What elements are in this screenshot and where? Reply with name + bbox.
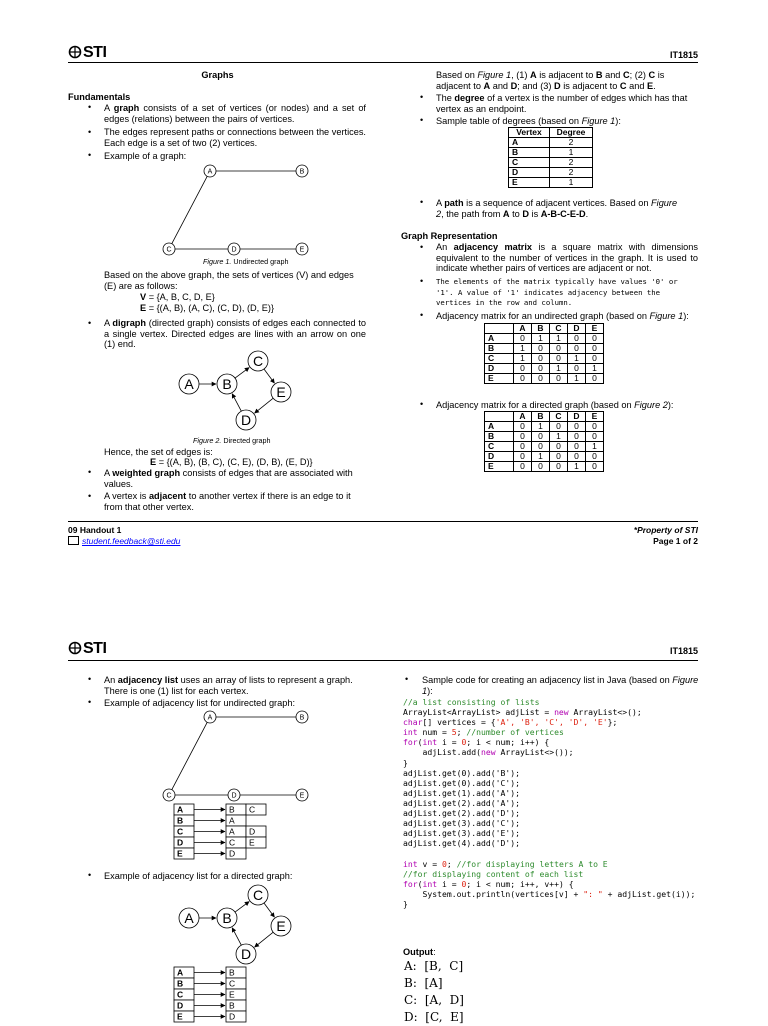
- table-row: [509, 168, 593, 178]
- table-row-header: D: [485, 452, 514, 462]
- list-item-label: A: [229, 826, 235, 837]
- bullet: •: [88, 127, 92, 137]
- graph-node-label: B: [299, 168, 305, 176]
- table-cell: 1: [532, 334, 550, 344]
- bullet: •: [88, 102, 92, 112]
- adjacency-matrix-undirected: [484, 323, 604, 384]
- list-head-label: C: [177, 989, 184, 1000]
- graph-node-label: E: [276, 918, 286, 934]
- table-cell: 1: [568, 462, 586, 472]
- table-cell: 1: [568, 354, 586, 364]
- bullet: •: [88, 870, 92, 880]
- graph-arrow: [232, 394, 241, 411]
- weighted-graph-definition: A weighted graph consists of edges that are associated with values.: [104, 468, 353, 489]
- table-cell: 0: [514, 442, 532, 452]
- table-row-header: B: [485, 432, 514, 442]
- table-row: [485, 452, 604, 462]
- sample-code-label: Sample code for creating an adjacency list in Java (based on Figure 1):: [422, 675, 699, 696]
- table-cell: 0: [586, 422, 604, 432]
- graph-node-label: D: [231, 792, 237, 800]
- list-item-label: C: [249, 804, 256, 815]
- graph-node-label: E: [299, 246, 305, 254]
- page-2: [0, 630, 768, 1024]
- table-row: [485, 354, 604, 364]
- adjacency-list-definition: An adjacency list uses an array of lists to represent a graph. There is one (1) list for each vertex.: [104, 675, 353, 696]
- table-row-header: E: [485, 462, 514, 472]
- table-cell: 1: [550, 364, 568, 374]
- list-item-label: E: [229, 989, 235, 1000]
- list-head-label: E: [177, 1011, 183, 1022]
- hence-text: Hence, the set of edges is:: [104, 447, 213, 457]
- graph-arrow: [235, 902, 249, 912]
- table-cell: 1: [532, 452, 550, 462]
- table-cell: 0: [568, 452, 586, 462]
- table-header-cell: A: [514, 324, 532, 334]
- matrix-values-note: The elements of the matrix typically have values '0' or '1'. A value of '1' indicates adjacency between the vertices in the row and column.: [436, 277, 678, 308]
- graph-node-label: B: [299, 714, 305, 722]
- list-head-label: B: [177, 978, 184, 989]
- table-row-header: D: [509, 168, 550, 178]
- table-cell: 0: [550, 442, 568, 452]
- table-cell: 0: [514, 374, 532, 384]
- table-cell: 0: [586, 344, 604, 354]
- table-cell: 1: [514, 354, 532, 364]
- graph-arrow: [255, 398, 274, 413]
- table-cell: 0: [550, 374, 568, 384]
- graph-node-label: C: [252, 353, 264, 369]
- table-header-cell: E: [586, 324, 604, 334]
- table-row: [485, 422, 604, 432]
- undirected-matrix-label: Adjacency matrix for an undirected graph (based on Figure 1):: [436, 311, 689, 321]
- list-item-label: D: [229, 1011, 236, 1022]
- table-cell: 1: [550, 432, 568, 442]
- table-row-header: D: [485, 364, 514, 374]
- table-cell: 1: [532, 422, 550, 432]
- table-cell: 0: [550, 462, 568, 472]
- graph-node-label: A: [184, 376, 194, 392]
- table-cell: 0: [568, 442, 586, 452]
- table-row: [509, 138, 593, 148]
- adjacency-explanation-line1: Based on Figure 1, (1) A is adjacent to B and C; (2) C is: [436, 70, 665, 80]
- header-rule: [68, 660, 698, 661]
- adjacency-matrix-definition: An adjacency matrix is a square matrix with dimensions equivalent to the number of vertices in the graph. It is used to indicate whether pairs of vertices are adjacent or not.: [436, 242, 698, 274]
- table-cell: 1: [586, 442, 604, 452]
- table-header-cell: D: [568, 412, 586, 422]
- footer-email-link[interactable]: student.feedback@sti.edu: [82, 536, 181, 546]
- table-row: [485, 462, 604, 472]
- graph-example-label: Example of a graph:: [104, 151, 187, 161]
- graph-node-label: B: [222, 376, 232, 392]
- course-code: IT1815: [669, 50, 698, 60]
- graph-arrow: [264, 903, 274, 917]
- list-item-label: B: [229, 804, 235, 815]
- table-cell: 0: [514, 364, 532, 374]
- table-cell: 0: [550, 452, 568, 462]
- bullet: •: [88, 467, 92, 477]
- table-header-cell: [485, 324, 514, 334]
- table-row-header: A: [485, 334, 514, 344]
- undirected-list-label: Example of adjacency list for undirected graph:: [104, 698, 295, 708]
- table-row-header: B: [485, 344, 514, 354]
- table-cell: 0: [586, 432, 604, 442]
- table-cell: 0: [550, 422, 568, 432]
- table-header-row: [485, 412, 604, 422]
- graph-arrow: [264, 369, 274, 383]
- footer-property: *Property of STI: [633, 525, 698, 535]
- table-cell: 0: [514, 422, 532, 432]
- table-row-header: C: [485, 442, 514, 452]
- table-cell: 0: [550, 344, 568, 354]
- table-row: [485, 334, 604, 344]
- table-header-cell: D: [568, 324, 586, 334]
- path-definition-line2: 2, the path from A to D is A-B-C-E-D.: [436, 209, 589, 219]
- sti-logo-icon: [68, 46, 82, 58]
- sti-logo: STI: [68, 640, 106, 658]
- list-item-label: A: [229, 815, 235, 826]
- page-gap: [0, 560, 768, 630]
- list-item-label: C: [229, 978, 236, 989]
- page-title: Graphs: [201, 70, 234, 80]
- list-item-label: E: [249, 837, 255, 848]
- table-cell: 0: [532, 462, 550, 472]
- graph-arrow: [232, 928, 241, 945]
- table-cell: 1: [514, 344, 532, 354]
- section-heading-graph-representation: Graph Representation: [401, 231, 498, 241]
- table-cell: 0: [514, 452, 532, 462]
- bullet: •: [405, 674, 409, 684]
- list-head-label: A: [177, 967, 184, 978]
- table-row: [485, 442, 604, 452]
- table-cell: 2: [550, 168, 593, 178]
- vertex-set: V = {A, B, C, D, E}: [140, 292, 215, 302]
- graph-arrow: [235, 368, 249, 378]
- footer-rule: [68, 521, 698, 522]
- table-cell: 0: [568, 432, 586, 442]
- bullet: •: [420, 92, 424, 102]
- table-cell: 0: [586, 374, 604, 384]
- table-row: [509, 178, 593, 188]
- bullet: •: [420, 276, 424, 286]
- bullet: •: [420, 310, 424, 320]
- table-row-header: C: [509, 158, 550, 168]
- table-cell: 0: [586, 334, 604, 344]
- path-definition-line1: A path is a sequence of adjacent vertices. Based on Figure: [436, 198, 678, 208]
- bullet: •: [420, 115, 424, 125]
- directed-list-label: Example of adjacency list for a directed graph:: [104, 871, 293, 881]
- sets-text: Based on the above graph, the sets of vertices (V) and edges (E) are as follows:: [104, 270, 354, 291]
- graph-node-label: C: [166, 246, 172, 254]
- table-cell: 2: [550, 158, 593, 168]
- table-cell: 0: [568, 334, 586, 344]
- edges-definition: The edges represent paths or connections between the vertices. Each edge is a set of two (2) vertices.: [104, 127, 366, 148]
- list-item-label: C: [229, 837, 236, 848]
- table-header-cell: Degree: [550, 128, 593, 138]
- table-cell: 1: [550, 148, 593, 158]
- table-cell: 0: [568, 422, 586, 432]
- table-row: [485, 364, 604, 374]
- list-head-label: B: [177, 815, 184, 826]
- table-cell: 0: [568, 364, 586, 374]
- graph-edge: [172, 722, 207, 789]
- bullet: •: [88, 674, 92, 684]
- table-row-header: C: [485, 354, 514, 364]
- degree-table: [508, 127, 593, 188]
- directed-edge-set: E = {(A, B), (B, C), (C, E), (D, B), (E, D)}: [150, 457, 313, 467]
- table-cell: 1: [550, 178, 593, 188]
- graph-node-label: B: [222, 910, 232, 926]
- table-cell: 0: [532, 344, 550, 354]
- table-cell: 0: [532, 442, 550, 452]
- program-output: A: [B, C] B: [A] C: [A, D] D: [C, E]: [404, 959, 464, 1024]
- table-cell: 0: [532, 432, 550, 442]
- section-heading-fundamentals: Fundamentals: [68, 92, 131, 102]
- graph-node-label: E: [276, 384, 286, 400]
- table-header-cell: Vertex: [509, 128, 550, 138]
- table-header-cell: B: [532, 324, 550, 334]
- degree-definition: The degree of a vertex is the number of edges which has that vertex as an endpoint.: [436, 93, 688, 114]
- table-header-row: [509, 128, 593, 138]
- table-row: [509, 158, 593, 168]
- footer-handout: 09 Handout 1: [68, 525, 122, 535]
- adjacent-definition: A vertex is adjacent to another vertex if there is an edge to it from that other vertex.: [104, 491, 351, 512]
- graph-edge: [172, 176, 207, 243]
- table-row-header: A: [485, 422, 514, 432]
- directed-matrix-label: Adjacency matrix for a directed graph (based on Figure 2):: [436, 400, 674, 410]
- sti-logo: STI: [68, 44, 106, 62]
- adjacency-explanation-line2: adjacent to A and D; and (3) D is adjacent to C and E.: [436, 81, 656, 91]
- java-code-block: //a list consisting of lists ArrayList<ArrayList> adjList = new ArrayList<>(); char[] vertices = {'A', 'B', 'C', 'D', 'E'}; int num = 5; //number of vertices for(int i = 0; i < num; i++) { adjList.add(new ArrayList<>()); } adjList.get(0).add('B'); adjList.get(0).add('C'); adjList.get(1).add('A'); adjList.get(2).add('A'); adjList.get(2).add('D'); adjList.get(3).add('C'); adjList.get(3).add('E'); adjList.get(4).add('D'); int v = 0; //for displaying letters A to E //for displaying content of each list for(int i = 0; i < num; i++, v++) { System.out.println(vertices[v] + ": " + adjList.get(i)); }: [403, 697, 696, 909]
- list-head-label: D: [177, 837, 184, 848]
- graph-node-label: D: [240, 412, 252, 428]
- footer-page-number: Page 1 of 2: [653, 536, 698, 546]
- bullet: •: [420, 399, 424, 409]
- list-item-label: B: [229, 1000, 235, 1011]
- table-cell: 0: [568, 344, 586, 354]
- output-heading: Output:: [403, 947, 436, 957]
- degree-table-label: Sample table of degrees (based on Figure 1):: [436, 116, 621, 126]
- table-header-cell: B: [532, 412, 550, 422]
- list-item-label: D: [249, 826, 256, 837]
- table-header-cell: C: [550, 412, 568, 422]
- sti-logo-icon: [68, 642, 82, 654]
- course-code: IT1815: [669, 646, 698, 656]
- table-cell: 1: [550, 334, 568, 344]
- bullet: •: [88, 491, 92, 501]
- table-cell: 1: [586, 364, 604, 374]
- list-item-label: D: [229, 848, 236, 859]
- graph-node-label: E: [299, 792, 305, 800]
- list-item-label: B: [229, 967, 235, 978]
- graph-node-label: A: [207, 714, 213, 722]
- list-head-label: E: [177, 848, 183, 859]
- graph-node-label: D: [240, 946, 252, 962]
- list-head-label: D: [177, 1000, 184, 1011]
- table-row: [509, 148, 593, 158]
- table-row: [485, 374, 604, 384]
- table-header-cell: E: [586, 412, 604, 422]
- graph-node-label: C: [166, 792, 172, 800]
- table-header-cell: [485, 412, 514, 422]
- table-row: [485, 432, 604, 442]
- table-cell: 0: [586, 354, 604, 364]
- table-cell: 0: [586, 452, 604, 462]
- table-cell: 0: [586, 462, 604, 472]
- table-row-header: B: [509, 148, 550, 158]
- edge-set: E = {(A, B), (A, C), (C, D), (D, E)}: [140, 303, 275, 313]
- table-row-header: E: [485, 374, 514, 384]
- table-header-cell: A: [514, 412, 532, 422]
- mail-icon: [68, 536, 79, 545]
- table-cell: 0: [532, 364, 550, 374]
- bullet: •: [88, 697, 92, 707]
- table-row: [485, 344, 604, 354]
- graph-node-label: A: [184, 910, 194, 926]
- digraph-definition: A digraph (directed graph) consists of edges each connected to a single vertex. Directed edges are lines with an arrow on one (1) end.: [104, 318, 366, 350]
- table-cell: 0: [514, 334, 532, 344]
- adjacency-matrix-directed: [484, 411, 604, 472]
- list-head-label: A: [177, 804, 184, 815]
- graph-definition: A graph consists of a set of vertices (or nodes) and a set of edges (relations) between the pairs of vertices.: [104, 103, 366, 124]
- table-header-row: [485, 324, 604, 334]
- table-cell: 0: [532, 354, 550, 364]
- figure-2-caption: Figure 2. Directed graph: [193, 436, 271, 445]
- table-cell: 0: [550, 354, 568, 364]
- table-cell: 2: [550, 138, 593, 148]
- bullet: •: [88, 150, 92, 160]
- header-rule: [68, 62, 698, 63]
- list-head-label: C: [177, 826, 184, 837]
- table-row-header: E: [509, 178, 550, 188]
- graph-node-label: C: [252, 887, 264, 903]
- table-header-cell: C: [550, 324, 568, 334]
- bullet: •: [420, 197, 424, 207]
- table-cell: 0: [532, 374, 550, 384]
- bullet: •: [420, 242, 424, 252]
- table-cell: 0: [514, 432, 532, 442]
- table-cell: 0: [514, 462, 532, 472]
- table-row-header: A: [509, 138, 550, 148]
- figure-1-caption: Figure 1. Undirected graph: [203, 257, 289, 266]
- graph-arrow: [255, 932, 274, 947]
- graph-node-label: D: [231, 246, 237, 254]
- bullet: •: [88, 318, 92, 328]
- footer-email-row: [68, 536, 180, 546]
- graph-node-label: A: [207, 168, 213, 176]
- table-cell: 1: [568, 374, 586, 384]
